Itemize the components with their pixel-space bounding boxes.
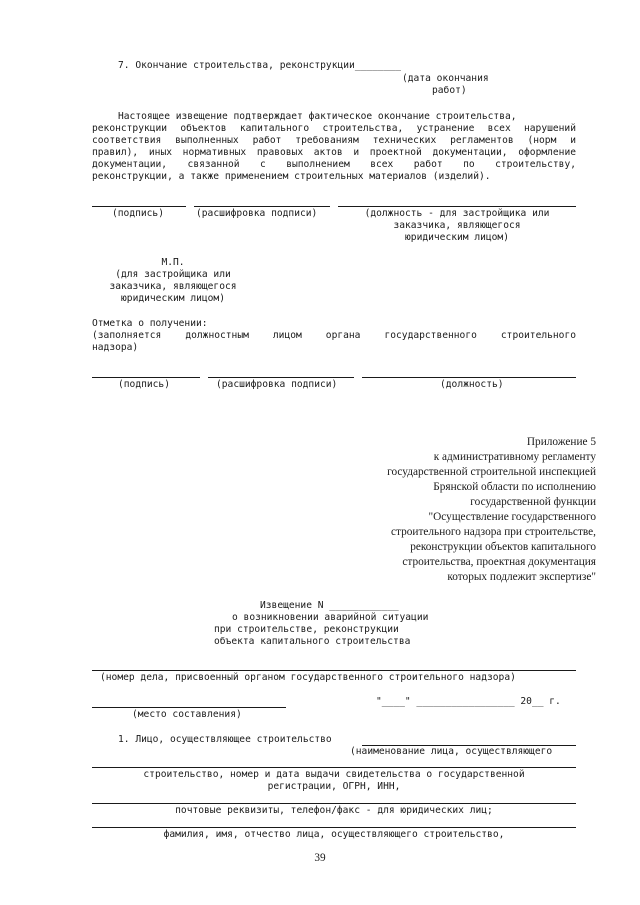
stamp-note-line3: юридическим лицом) <box>121 293 225 304</box>
position-caption-line1: (должность - для застройщика или <box>364 208 550 219</box>
decoding2-line <box>208 377 354 378</box>
item1-line-3 <box>92 803 576 804</box>
confirmation-line-4: правил), иных нормативных правовых актов и проектной документации, оформление <box>92 147 576 158</box>
case-number-line <box>92 670 576 671</box>
stamp-note-line2: заказчика, являющегося <box>109 281 237 292</box>
stamp-label: М.П. <box>161 257 185 268</box>
confirmation-line-2: реконструкции объектов капитального строительства, устранение всех нарушений <box>92 123 576 134</box>
notice-subtitle-line3: объекта капитального строительства <box>214 636 411 647</box>
date-field: "____" _________________ 20__ г. <box>376 696 561 707</box>
confirmation-line-1: Настоящее извещение подтверждает фактическое окончание строительства, <box>118 111 517 122</box>
confirmation-line-6: реконструкции, а также применением строительных материалов (изделий). <box>92 171 491 182</box>
signature2-line <box>92 377 200 378</box>
position2-caption: (должность) <box>440 379 504 390</box>
receipt-note-line1: (заполняется должностным лицом органа государственного строительного <box>92 330 576 341</box>
item1-label: 1. Лицо, осуществляющее строительство <box>118 734 332 745</box>
appendix-line-1: Приложение 5 <box>526 436 596 448</box>
place-caption: (место составления) <box>132 709 242 720</box>
signature2-caption: (подпись) <box>118 379 170 390</box>
notice-subtitle-line1: о возникновении аварийной ситуации <box>232 612 429 623</box>
notice-subtitle-line2: при строительстве, реконструкции <box>214 624 399 635</box>
appendix-line-5: государственной функции <box>470 496 596 508</box>
item1-caption-4: почтовые реквизиты, телефон/факс - для юридических лиц; <box>175 805 493 816</box>
appendix-line-2: к административному регламенту <box>433 451 596 463</box>
signature-caption: (подпись) <box>112 208 164 219</box>
notice-title: Извещение N ____________ <box>260 600 399 611</box>
position-caption-line2: заказчика, являющегося <box>393 220 521 231</box>
appendix-line-8: реконструкции объектов капитального <box>410 541 596 553</box>
item7-note-line1: (дата окончания <box>402 73 489 84</box>
page-number: 39 <box>314 852 326 864</box>
decoding-caption: (расшифровка подписи) <box>196 208 318 219</box>
appendix-line-3: государственной строительной инспекцией <box>387 466 596 478</box>
position-caption-line3: юридическим лицом) <box>405 232 509 243</box>
item1-line-2 <box>92 767 576 768</box>
item1-caption-2: строительство, номер и дата выдачи свидетельства о государственной <box>143 769 525 780</box>
decoding2-caption: (расшифровка подписи) <box>216 379 338 390</box>
appendix-line-10: которых подлежит экспертизе" <box>447 571 596 583</box>
decoding-line <box>194 206 330 207</box>
item1-caption-5: фамилия, имя, отчество лица, осуществляющего строительство, <box>163 829 505 840</box>
stamp-note-line1: (для застройщика или <box>115 269 231 280</box>
appendix-line-6: "Осуществление государственного <box>428 511 596 523</box>
item1-caption-3: регистрации, ОГРН, ИНН, <box>267 781 401 792</box>
receipt-title: Отметка о получении: <box>92 318 208 329</box>
receipt-note-line2: надзора) <box>92 342 139 353</box>
item7-label: 7. Окончание строительства, реконструкции________ <box>118 60 402 71</box>
item1-line-4 <box>92 827 576 828</box>
appendix-line-4: Брянской области по исполнению <box>433 481 596 493</box>
appendix-line-9: строительства, проектная документация <box>402 556 596 568</box>
place-line <box>92 707 286 708</box>
case-number-caption: (номер дела, присвоенный органом государственного строительного надзора) <box>100 672 516 683</box>
signature-line <box>92 206 186 207</box>
item1-caption-right: (наименование лица, осуществляющего <box>350 746 553 757</box>
confirmation-line-5: документации, связанной с выполнением всех работ по строительству, <box>92 159 576 170</box>
position2-line <box>362 377 576 378</box>
item7-note-line2: работ) <box>432 85 467 96</box>
confirmation-line-3: соответствия выполненных работ требованиям технических регламентов (норм и <box>92 135 576 146</box>
appendix-line-7: строительного надзора при строительстве, <box>391 526 596 538</box>
position-line <box>338 206 576 207</box>
